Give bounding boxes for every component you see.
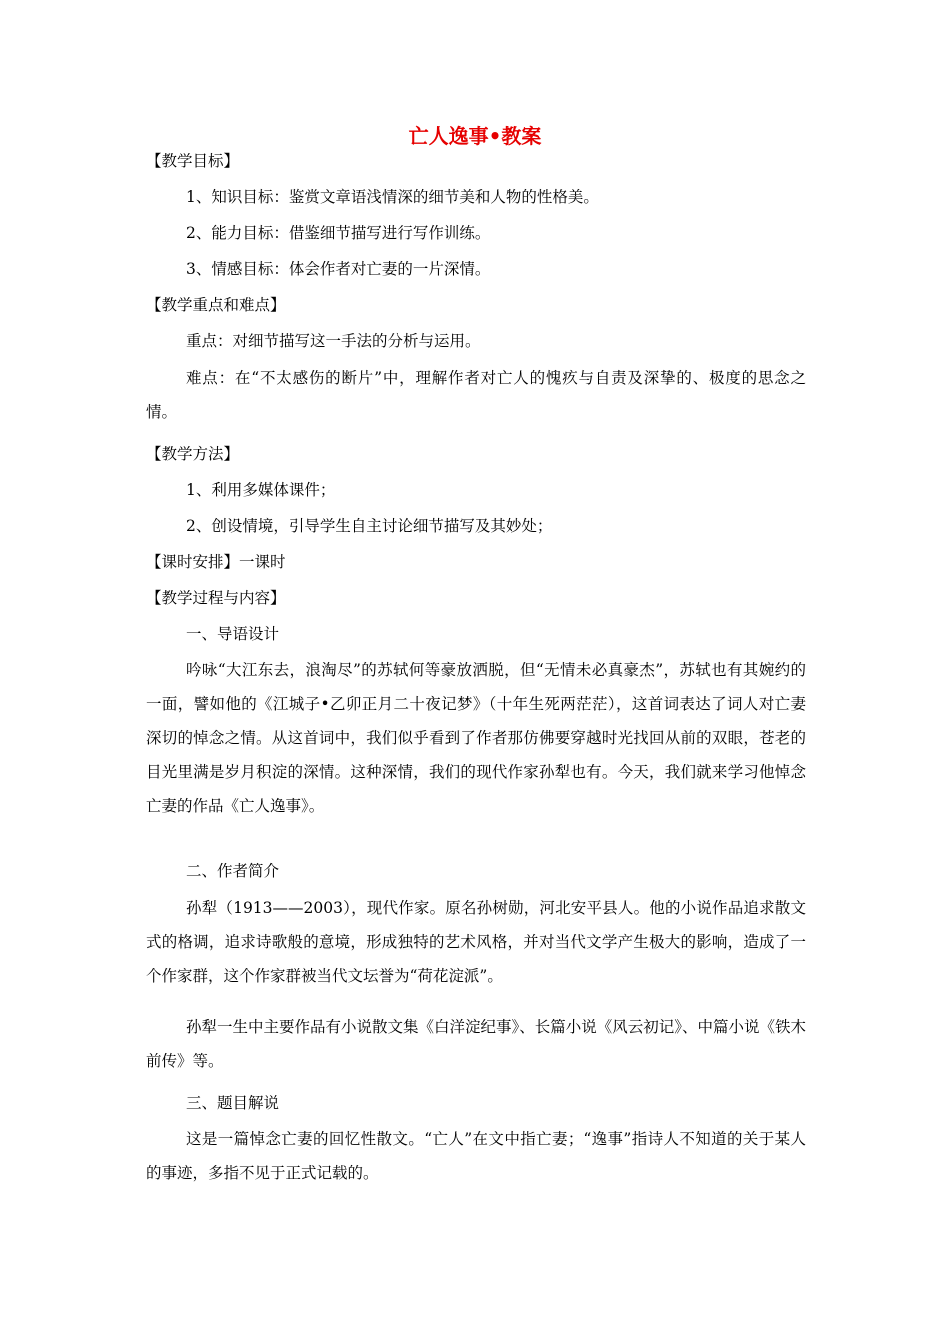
schedule: 【课时安排】一课时	[146, 553, 286, 571]
section-paragraph: 吟咏“大江东去，浪淘尽”的苏轼何等豪放洒脱，但“无情未必真豪杰”，苏轼也有其婉约的一面，譬如他的《江城子•乙卯正月二十夜记梦》（十年生死两茫茫），这首词表达了词人对亡妻深切的悼念之情。从这首词中，我们似乎看到了作者那仿佛要穿越时光找回从前的双眼，苍老的目光里满是岁月积淀的深情。这种深情，我们的现代作家孙犁也有。今天，我们就来学习他悼念亡妻的作品《亡人逸事》。	[146, 661, 806, 815]
objectives-heading: 【教学目标】	[146, 152, 240, 170]
section-heading: 三、题目解说	[186, 1094, 280, 1112]
objective-item: 1、知识目标：鉴赏文章语浅情深的细节美和人物的性格美。	[186, 188, 599, 206]
section-paragraph: 孙犁一生中主要作品有小说散文集《白洋淀纪事》、长篇小说《风云初记》、中篇小说《铁木前传》等。	[146, 1018, 807, 1070]
method-item: 2、创设情境，引导学生自主讨论细节描写及其妙处；	[186, 517, 553, 535]
process-heading: 【教学过程与内容】	[146, 589, 286, 607]
section-heading: 一、导语设计	[186, 625, 280, 643]
key-point: 重点：对细节描写这一手法的分析与运用。	[186, 332, 481, 350]
objective-item: 2、能力目标：借鉴细节描写进行写作训练。	[186, 224, 491, 242]
section-paragraph: 这是一篇悼念亡妻的回忆性散文。“亡人”在文中指亡妻；“逸事”指诗人不知道的关于某人的事迹，多指不见于正式记载的。	[146, 1130, 806, 1182]
section-paragraph: 孙犁（1913——2003），现代作家。原名孙树勋，河北安平县人。他的小说作品追求散文式的格调，追求诗歌般的意境，形成独特的艺术风格，并对当代文学产生极大的影响，造成了一个作家群，这个作家群被当代文坛誉为“荷花淀派”。	[146, 899, 806, 985]
section-heading: 二、作者简介	[186, 862, 280, 880]
focus-heading: 【教学重点和难点】	[146, 296, 286, 314]
method-item: 1、利用多媒体课件；	[186, 481, 336, 499]
objective-item: 3、情感目标：体会作者对亡妻的一片深情。	[186, 260, 491, 278]
document-title: 亡人逸事•教案	[408, 124, 542, 148]
difficult-point: 难点：在“不太感伤的断片”中，理解作者对亡人的愧疚与自责及深挚的、极度的思念之情。	[146, 369, 806, 421]
methods-heading: 【教学方法】	[146, 445, 240, 463]
